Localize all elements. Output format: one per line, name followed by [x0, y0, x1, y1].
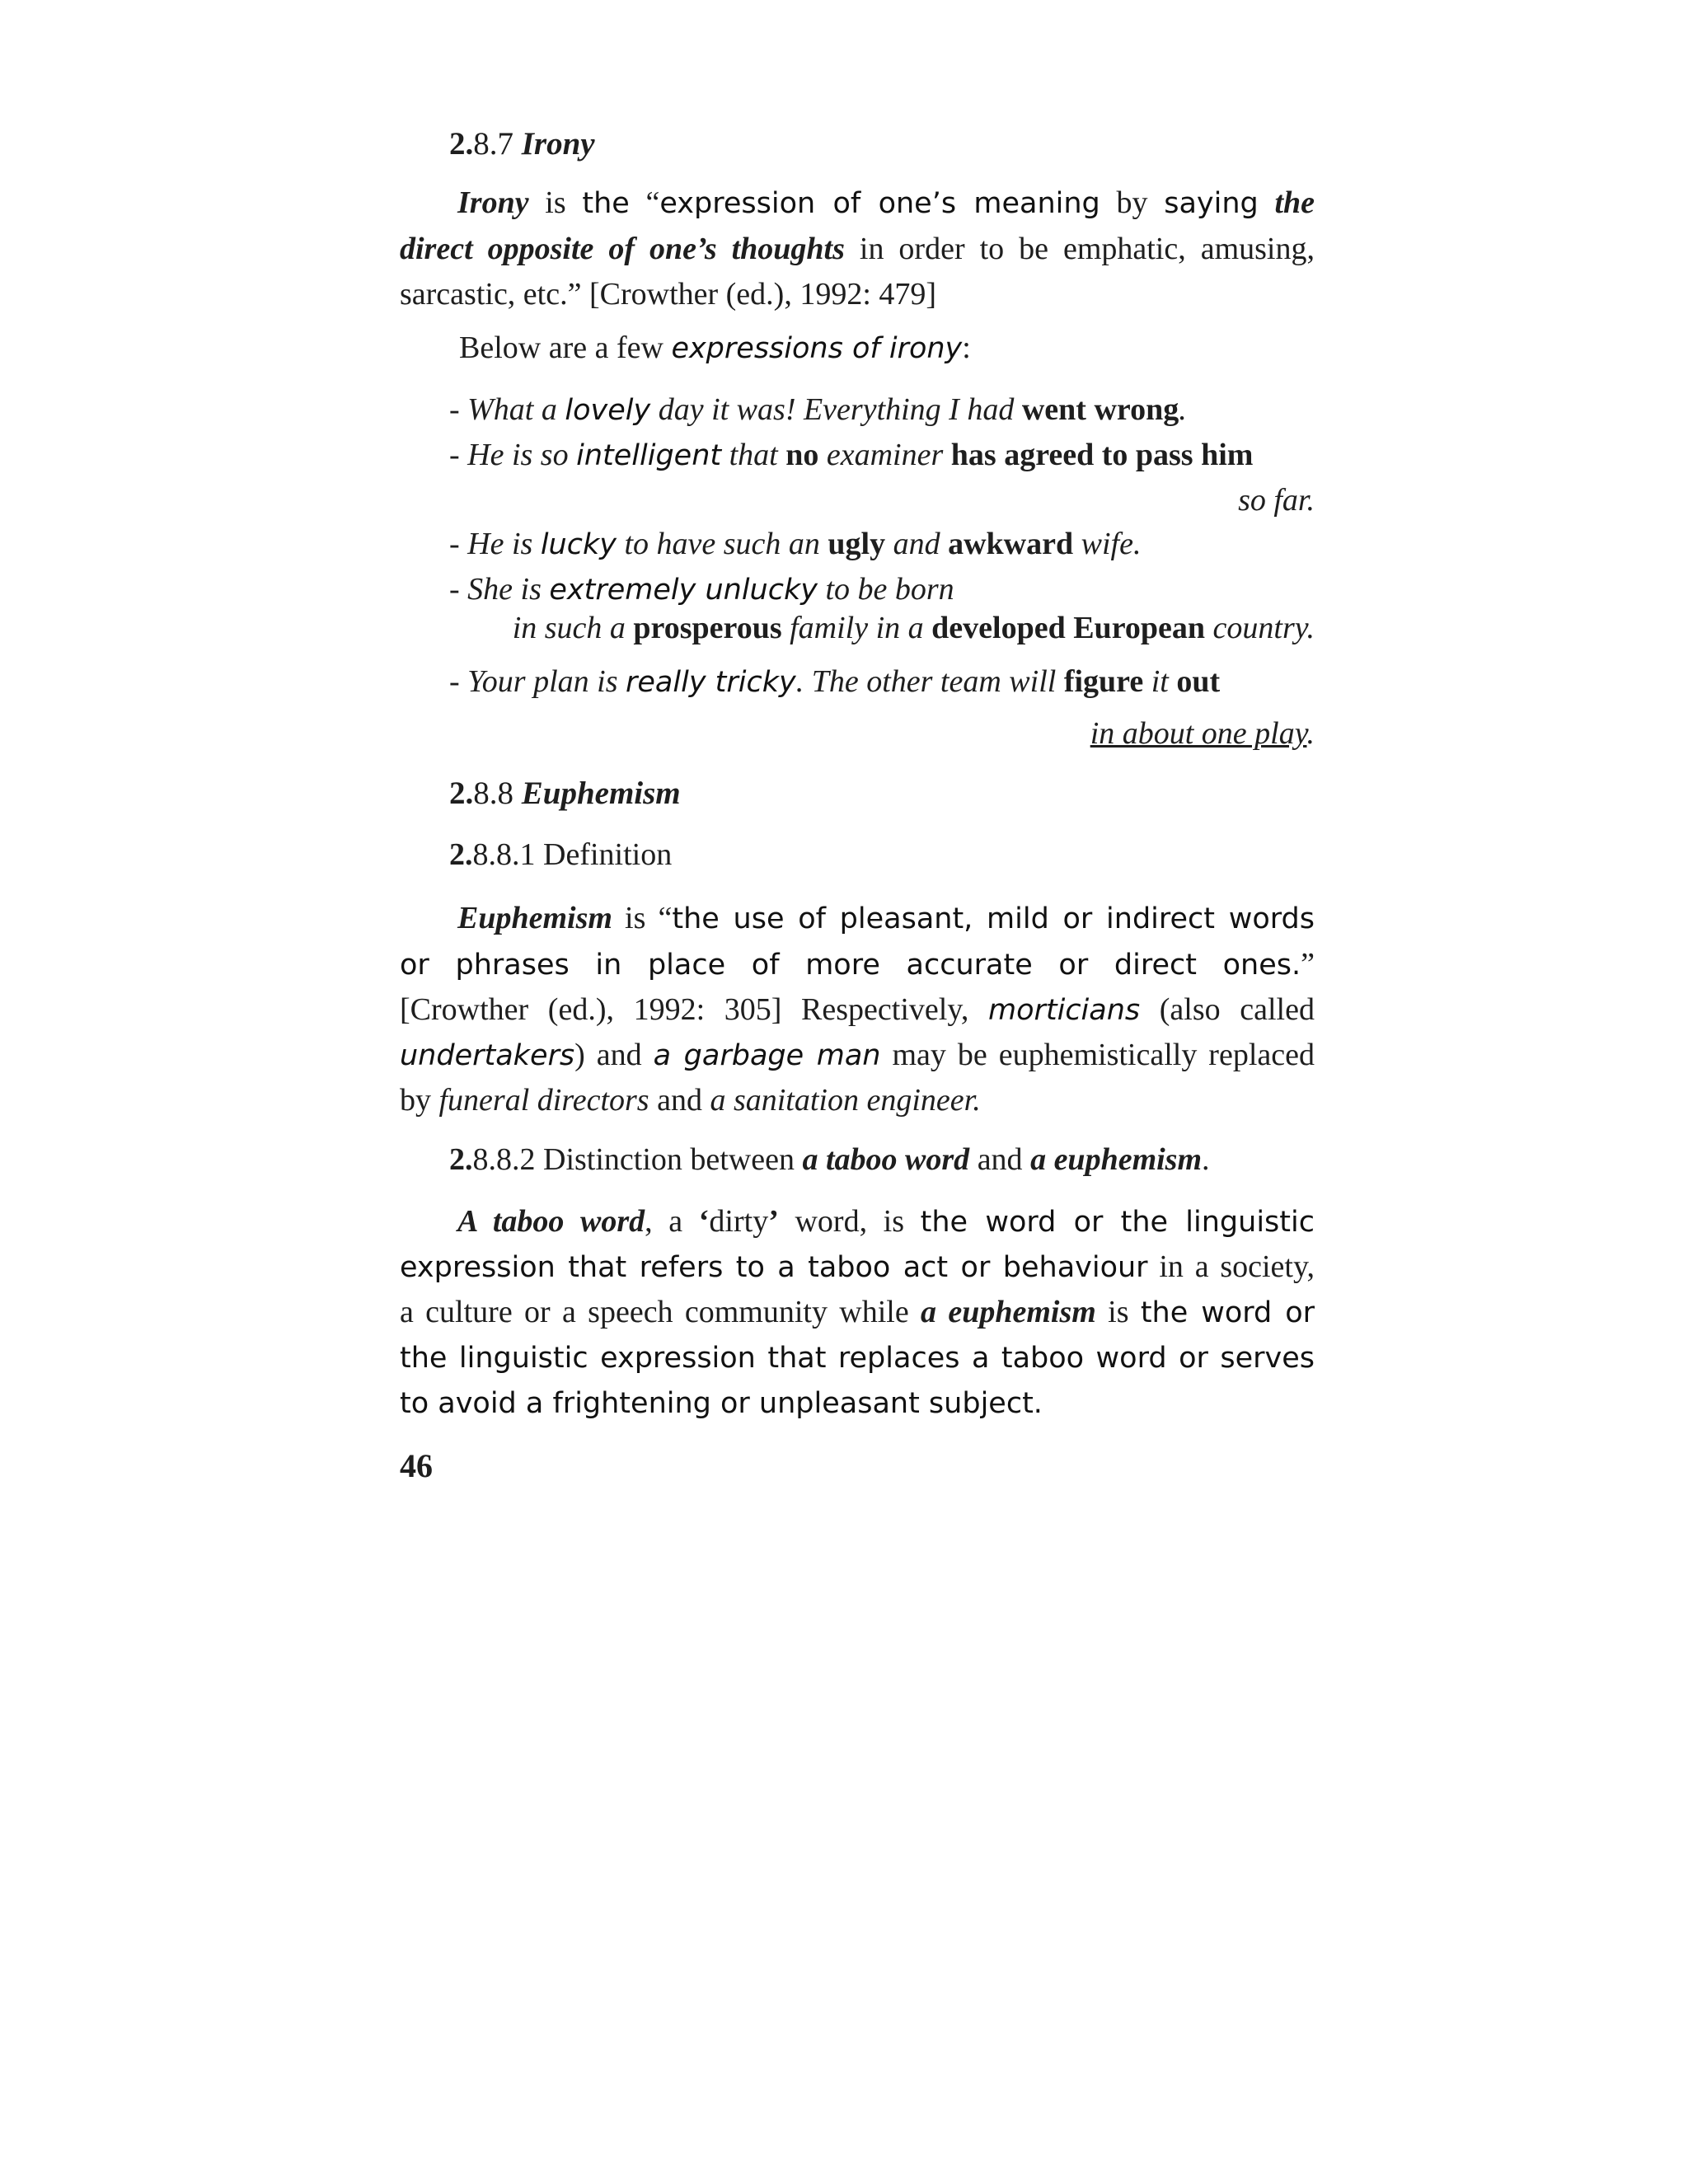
distinction-line-3: a culture or a speech community while a euphemism is the word or [400, 1295, 1315, 1329]
subsection-heading-distinction: 2.8.8.2 Distinction between a taboo word and a euphemism. [449, 1142, 1210, 1177]
irony-def-line-3: sarcastic, etc.” [Crowther (ed.), 1992: 479] [400, 277, 937, 312]
example-item: - Your plan is really tricky. The other team will figure it out [449, 664, 1221, 699]
irony-def-line-1: Irony is the “expression of one’s meaning by saying the [457, 185, 1315, 220]
euph-def-line-3: [Crowther (ed.), 1992: 305] Respectively, morticians (also called [400, 992, 1315, 1027]
distinction-line-4: the linguistic expression that replaces a taboo word or serves [400, 1342, 1315, 1375]
page-number: 46 [400, 1447, 433, 1484]
euph-def-line-5: by funeral directors and a sanitation engineer. [400, 1083, 981, 1118]
example-item: - He is lucky to have such an ugly and awkward wife. [449, 527, 1142, 561]
example-item-continuation: in such a prosperous family in a developed European country. [512, 611, 1315, 645]
example-item-continuation: in about one play. [1090, 716, 1315, 751]
irony-intro: Below are a few expressions of irony: [459, 330, 971, 365]
example-item: - She is extremely unlucky to be born [449, 572, 954, 607]
example-item: - What a lovely day it was! Everything I had went wrong. [449, 392, 1187, 427]
example-item-continuation: so far. [1238, 483, 1315, 518]
euph-def-line-1: Euphemism is “the use of pleasant, mild or indirect words [457, 901, 1315, 935]
distinction-line-1: A taboo word, a ‘dirty’ word, is the word or the linguistic [457, 1204, 1315, 1239]
distinction-line-5: to avoid a frightening or unpleasant subject. [400, 1387, 1043, 1420]
euph-def-line-2: or phrases in place of more accurate or direct ones.” [400, 947, 1315, 982]
section-heading-euphemism: 2.8.8 Euphemism [449, 776, 681, 811]
euph-def-line-4: undertakers) and a garbage man may be euphemistically replaced [400, 1038, 1315, 1072]
subsection-heading-definition: 2.8.8.1 Definition [449, 837, 673, 872]
distinction-line-2: expression that refers to a taboo act or behaviour in a society, [400, 1249, 1315, 1284]
irony-def-line-2: direct opposite of one’s thoughts in order to be emphatic, amusing, [400, 232, 1315, 266]
example-item: - He is so intelligent that no examiner has agreed to pass him [449, 438, 1254, 472]
section-heading-irony: 2.8.7 Irony [449, 126, 595, 162]
